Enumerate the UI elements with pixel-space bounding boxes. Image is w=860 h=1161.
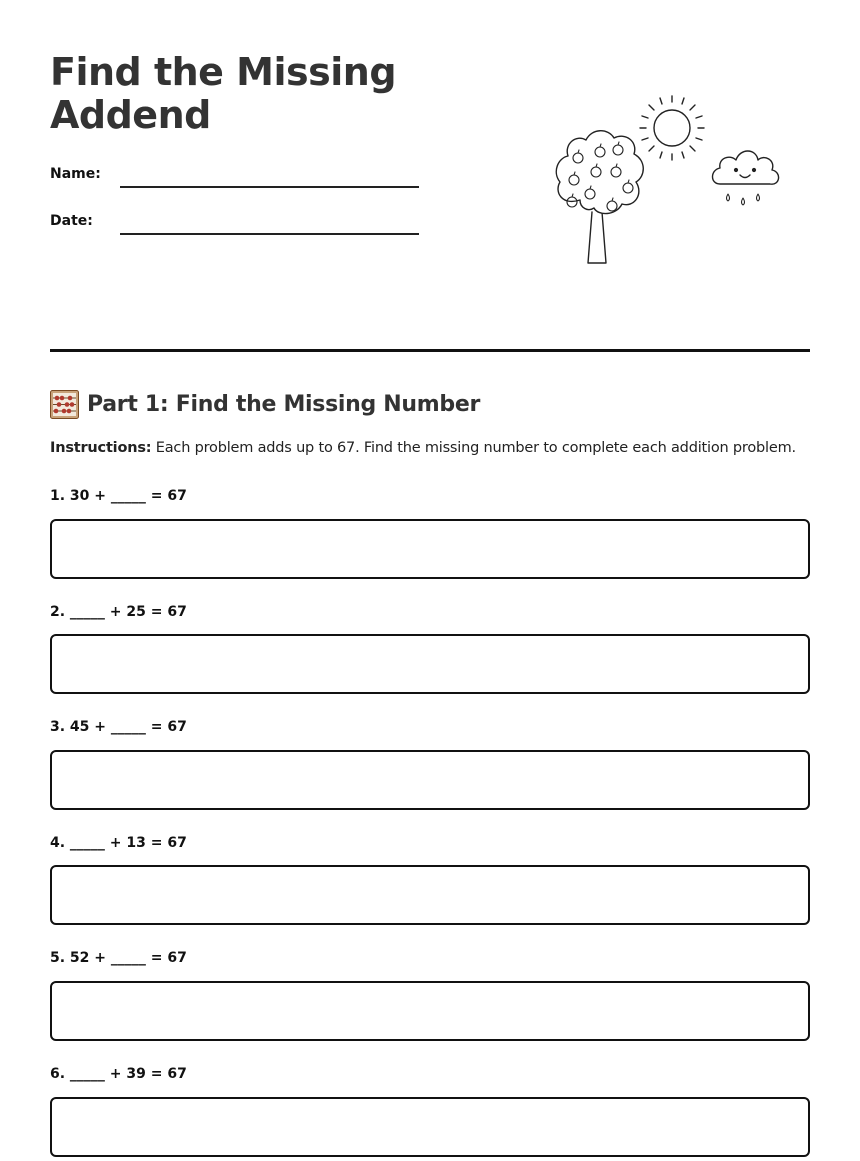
apple-tree-icon <box>556 131 643 263</box>
problem-5-label: 5. 52 + _____ = 67 <box>50 950 187 966</box>
title-line-2: Addend <box>50 93 211 137</box>
problem-3-label: 3. 45 + _____ = 67 <box>50 719 187 735</box>
header-illustration <box>550 88 790 268</box>
problem-4-answer-box[interactable] <box>50 865 810 925</box>
sun-icon <box>640 96 704 160</box>
name-line[interactable] <box>120 186 419 188</box>
title-line-1: Find the Missing <box>50 50 397 94</box>
instructions-text: Each problem adds up to 67. Find the missing number to complete each addition problem. <box>151 440 796 456</box>
instructions <box>50 440 830 456</box>
instructions-label: Instructions: <box>50 440 152 456</box>
problem-3-answer-box[interactable] <box>50 750 810 810</box>
abacus-icon <box>50 390 79 419</box>
date-label: Date: <box>50 213 93 229</box>
problem-4-label: 4. _____ + 13 = 67 <box>50 835 187 851</box>
problem-1-label: 1. 30 + _____ = 67 <box>50 488 187 504</box>
name-label: Name: <box>50 166 101 182</box>
problem-2-label: 2. _____ + 25 = 67 <box>50 604 187 620</box>
rain-cloud-icon <box>713 151 779 205</box>
problem-6-label: 6. _____ + 39 = 67 <box>50 1066 187 1082</box>
worksheet-title <box>50 51 470 137</box>
section-heading <box>50 388 480 420</box>
date-line[interactable] <box>120 233 419 235</box>
problem-6-answer-box[interactable] <box>50 1097 810 1157</box>
problem-1-answer-box[interactable] <box>50 519 810 579</box>
section-title: Part 1: Find the Missing Number <box>87 391 481 417</box>
problem-2-answer-box[interactable] <box>50 634 810 694</box>
problem-5-answer-box[interactable] <box>50 981 810 1041</box>
section-divider <box>50 349 810 352</box>
